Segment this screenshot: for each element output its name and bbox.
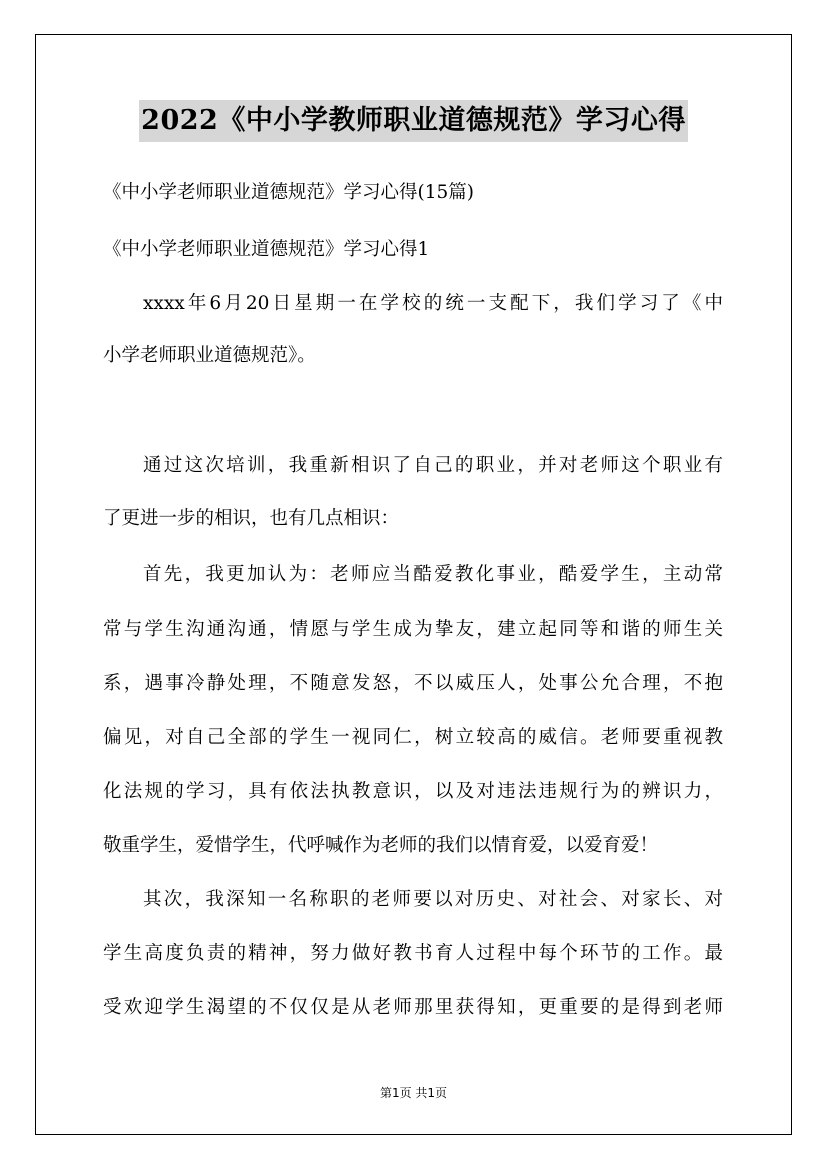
paragraph-3-line-1: 首先，我更加认为：老师应当酷爱教化事业，酷爱学生，主动常 — [143, 564, 723, 585]
section-heading: 《中小学老师职业道德规范》学习心得1 — [103, 239, 430, 260]
paragraph-3-line-5: 化法规的学习，具有依法执教意识，以及对违法违规行为的辨识力， — [103, 781, 723, 802]
paragraph-3-line-2: 常与学生沟通沟通，情愿与学生成为挚友，建立起同等和谐的师生关 — [103, 619, 723, 640]
paragraph-3-line-6: 敬重学生，爱惜学生，代呼喊作为老师的我们以情育爱，以爱育爱！ — [103, 835, 659, 856]
document-subtitle: 《中小学老师职业道德规范》学习心得(15篇) — [103, 182, 474, 203]
paragraph-1-line-2: 小学老师职业道德规范》。 — [103, 345, 316, 366]
paragraph-4-line-3: 受欢迎学生渴望的不仅仅是从老师那里获得知，更重要的是得到老师 — [103, 997, 723, 1018]
paragraph-3-line-4: 偏见，对自己全部的学生一视同仁，树立较高的威信。老师要重视教 — [103, 727, 723, 748]
paragraph-2-line-2: 了更进一步的相识，也有几点相识： — [103, 508, 400, 529]
paragraph-4-line-1: 其次，我深知一名称职的老师要以对历史、对社会、对家长、对 — [143, 889, 723, 910]
document-title: 2022《中小学教师职业道德规范》学习心得 — [139, 100, 688, 142]
paragraph-1-line-1: xxxx年6月20日星期一在学校的统一支配下，我们学习了《中 — [143, 293, 723, 314]
page-footer: 第1页 共1页 — [379, 1086, 448, 1100]
paragraph-2-line-1: 通过这次培训，我重新相识了自己的职业，并对老师这个职业有 — [143, 455, 723, 476]
document-title-wrap — [0, 100, 827, 142]
paragraph-3-line-3: 系，遇事冷静处理，不随意发怒，不以威压人，处事公允合理，不抱 — [103, 673, 723, 694]
paragraph-4-line-2: 学生高度负责的精神，努力做好教书育人过程中每个环节的工作。最 — [103, 943, 723, 964]
